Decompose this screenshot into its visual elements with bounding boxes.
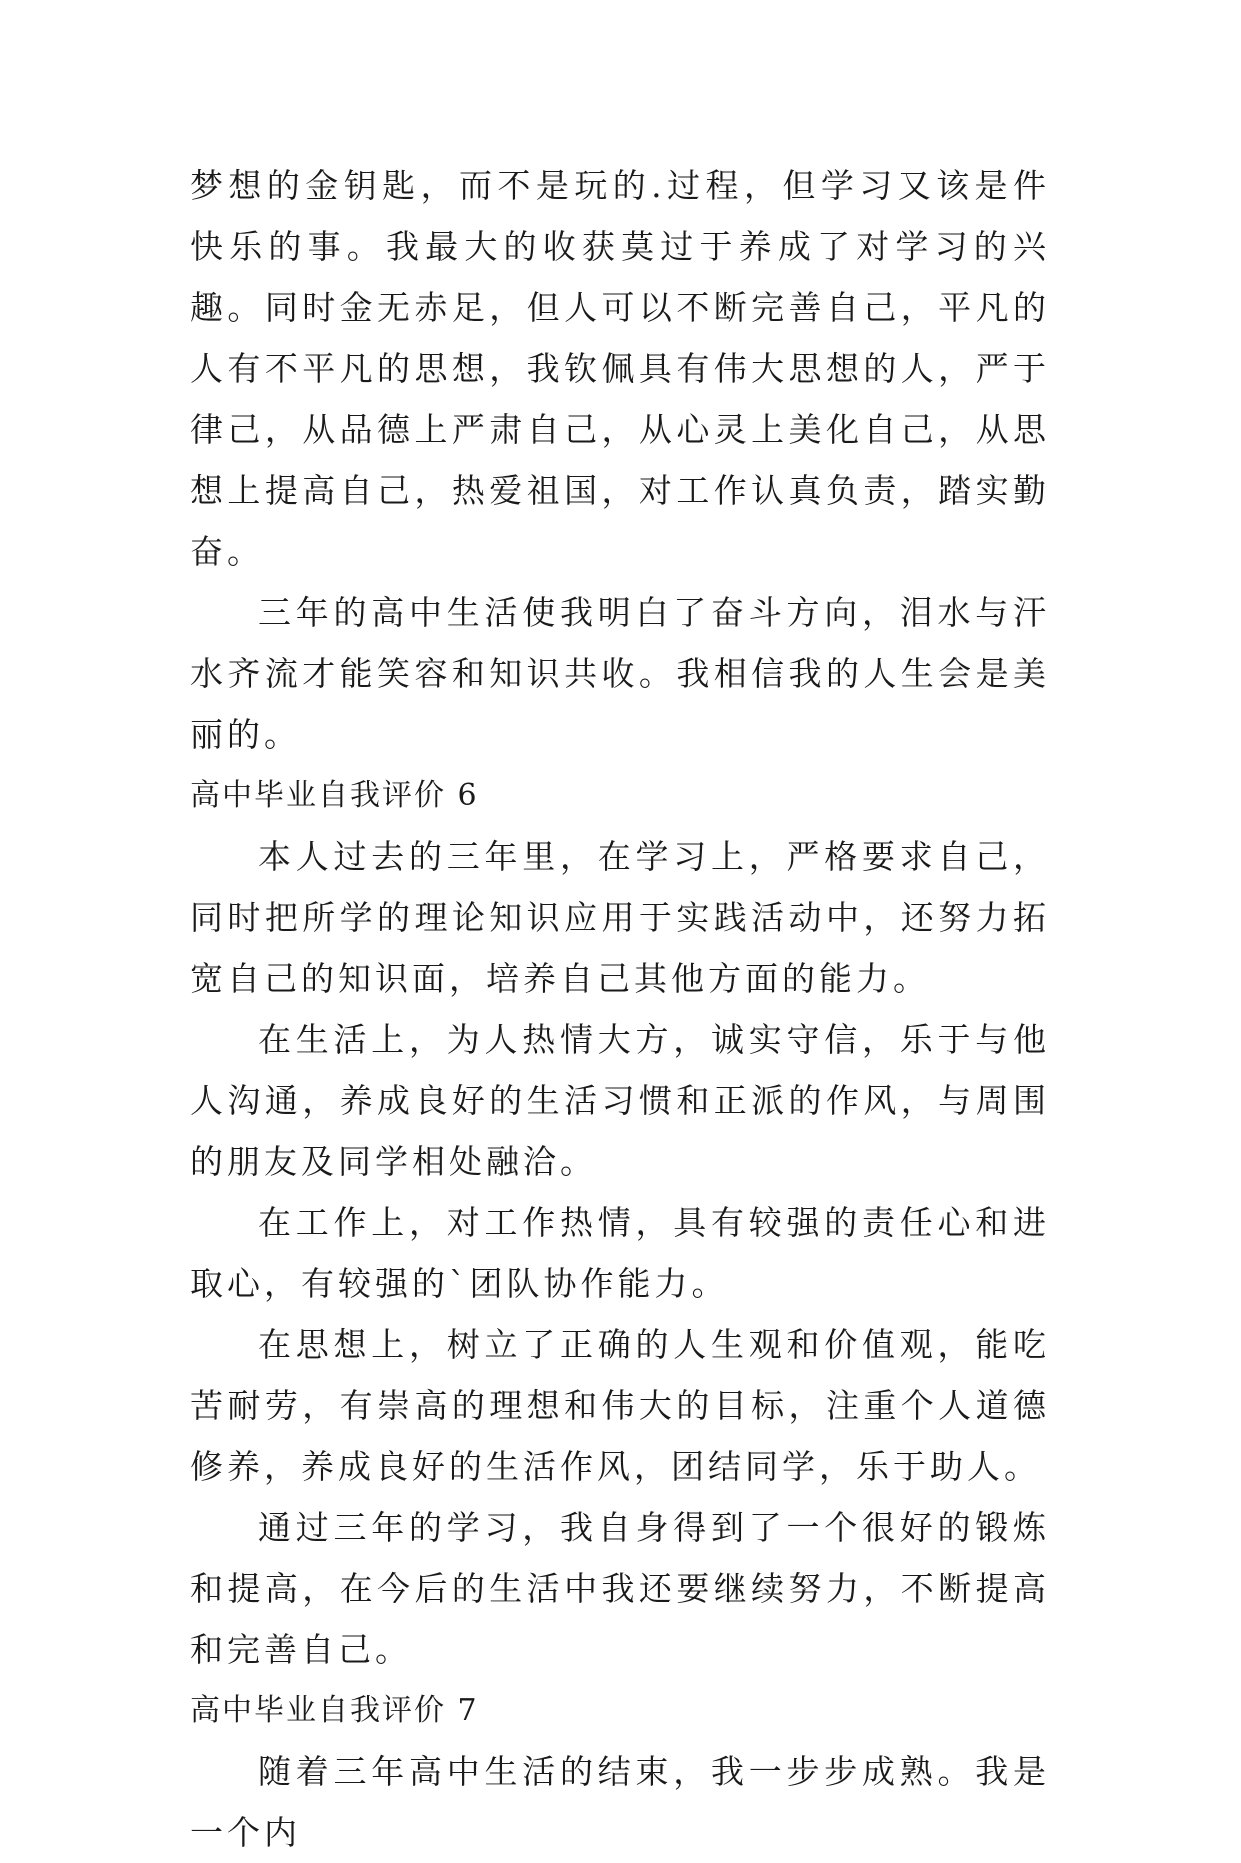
paragraph-life: 在生活上，为人热情大方，诚实守信，乐于与他人沟通，养成良好的生活习惯和正派的作风，与周围的朋友及同学相处融洽。 — [190, 1020, 1050, 1181]
paragraph-work: 在工作上，对工作热情，具有较强的责任心和进取心，有较强的`团队协作能力。 — [190, 1203, 1050, 1303]
section-heading-6: 高中毕业自我评价 6 — [190, 778, 479, 813]
paragraph-study: 本人过去的三年里，在学习上，严格要求自己，同时把所学的理论知识应用于实践活动中，还努力拓宽自己的知识面，培养自己其他方面的能力。 — [190, 837, 1050, 998]
paragraph-conclusion: 三年的高中生活使我明白了奋斗方向，泪水与汗水齐流才能笑容和知识共收。我相信我的人生会是美丽的。 — [190, 593, 1050, 754]
paragraph-summary: 通过三年的学习，我自身得到了一个很好的锻炼和提高，在今后的生活中我还要继续努力，不断提高和完善自己。 — [190, 1508, 1050, 1669]
paragraph-thought: 在思想上，树立了正确的人生观和价值观，能吃苦耐劳，有崇高的理想和伟大的目标，注重个人道德修养，养成良好的生活作风，团结同学，乐于助人。 — [190, 1325, 1050, 1486]
section-heading-7: 高中毕业自我评价 7 — [190, 1693, 479, 1728]
paragraph-continuation: 梦想的金钥匙，而不是玩的.过程，但学习又该是件快乐的事。我最大的收获莫过于养成了对学习的兴趣。同时金无赤足，但人可以不断完善自己，平凡的人有不平凡的思想，我钦佩具有伟大思想的人，严于律己，从品德上严肃自己，从心灵上美化自己，从思想上提高自己，热爱祖国，对工作认真负责，踏实勤奋。 — [190, 166, 1050, 571]
paragraph-intro-7: 随着三年高中生活的结束，我一步步成熟。我是一个内 — [190, 1752, 1050, 1852]
document-body — [190, 155, 1050, 1863]
